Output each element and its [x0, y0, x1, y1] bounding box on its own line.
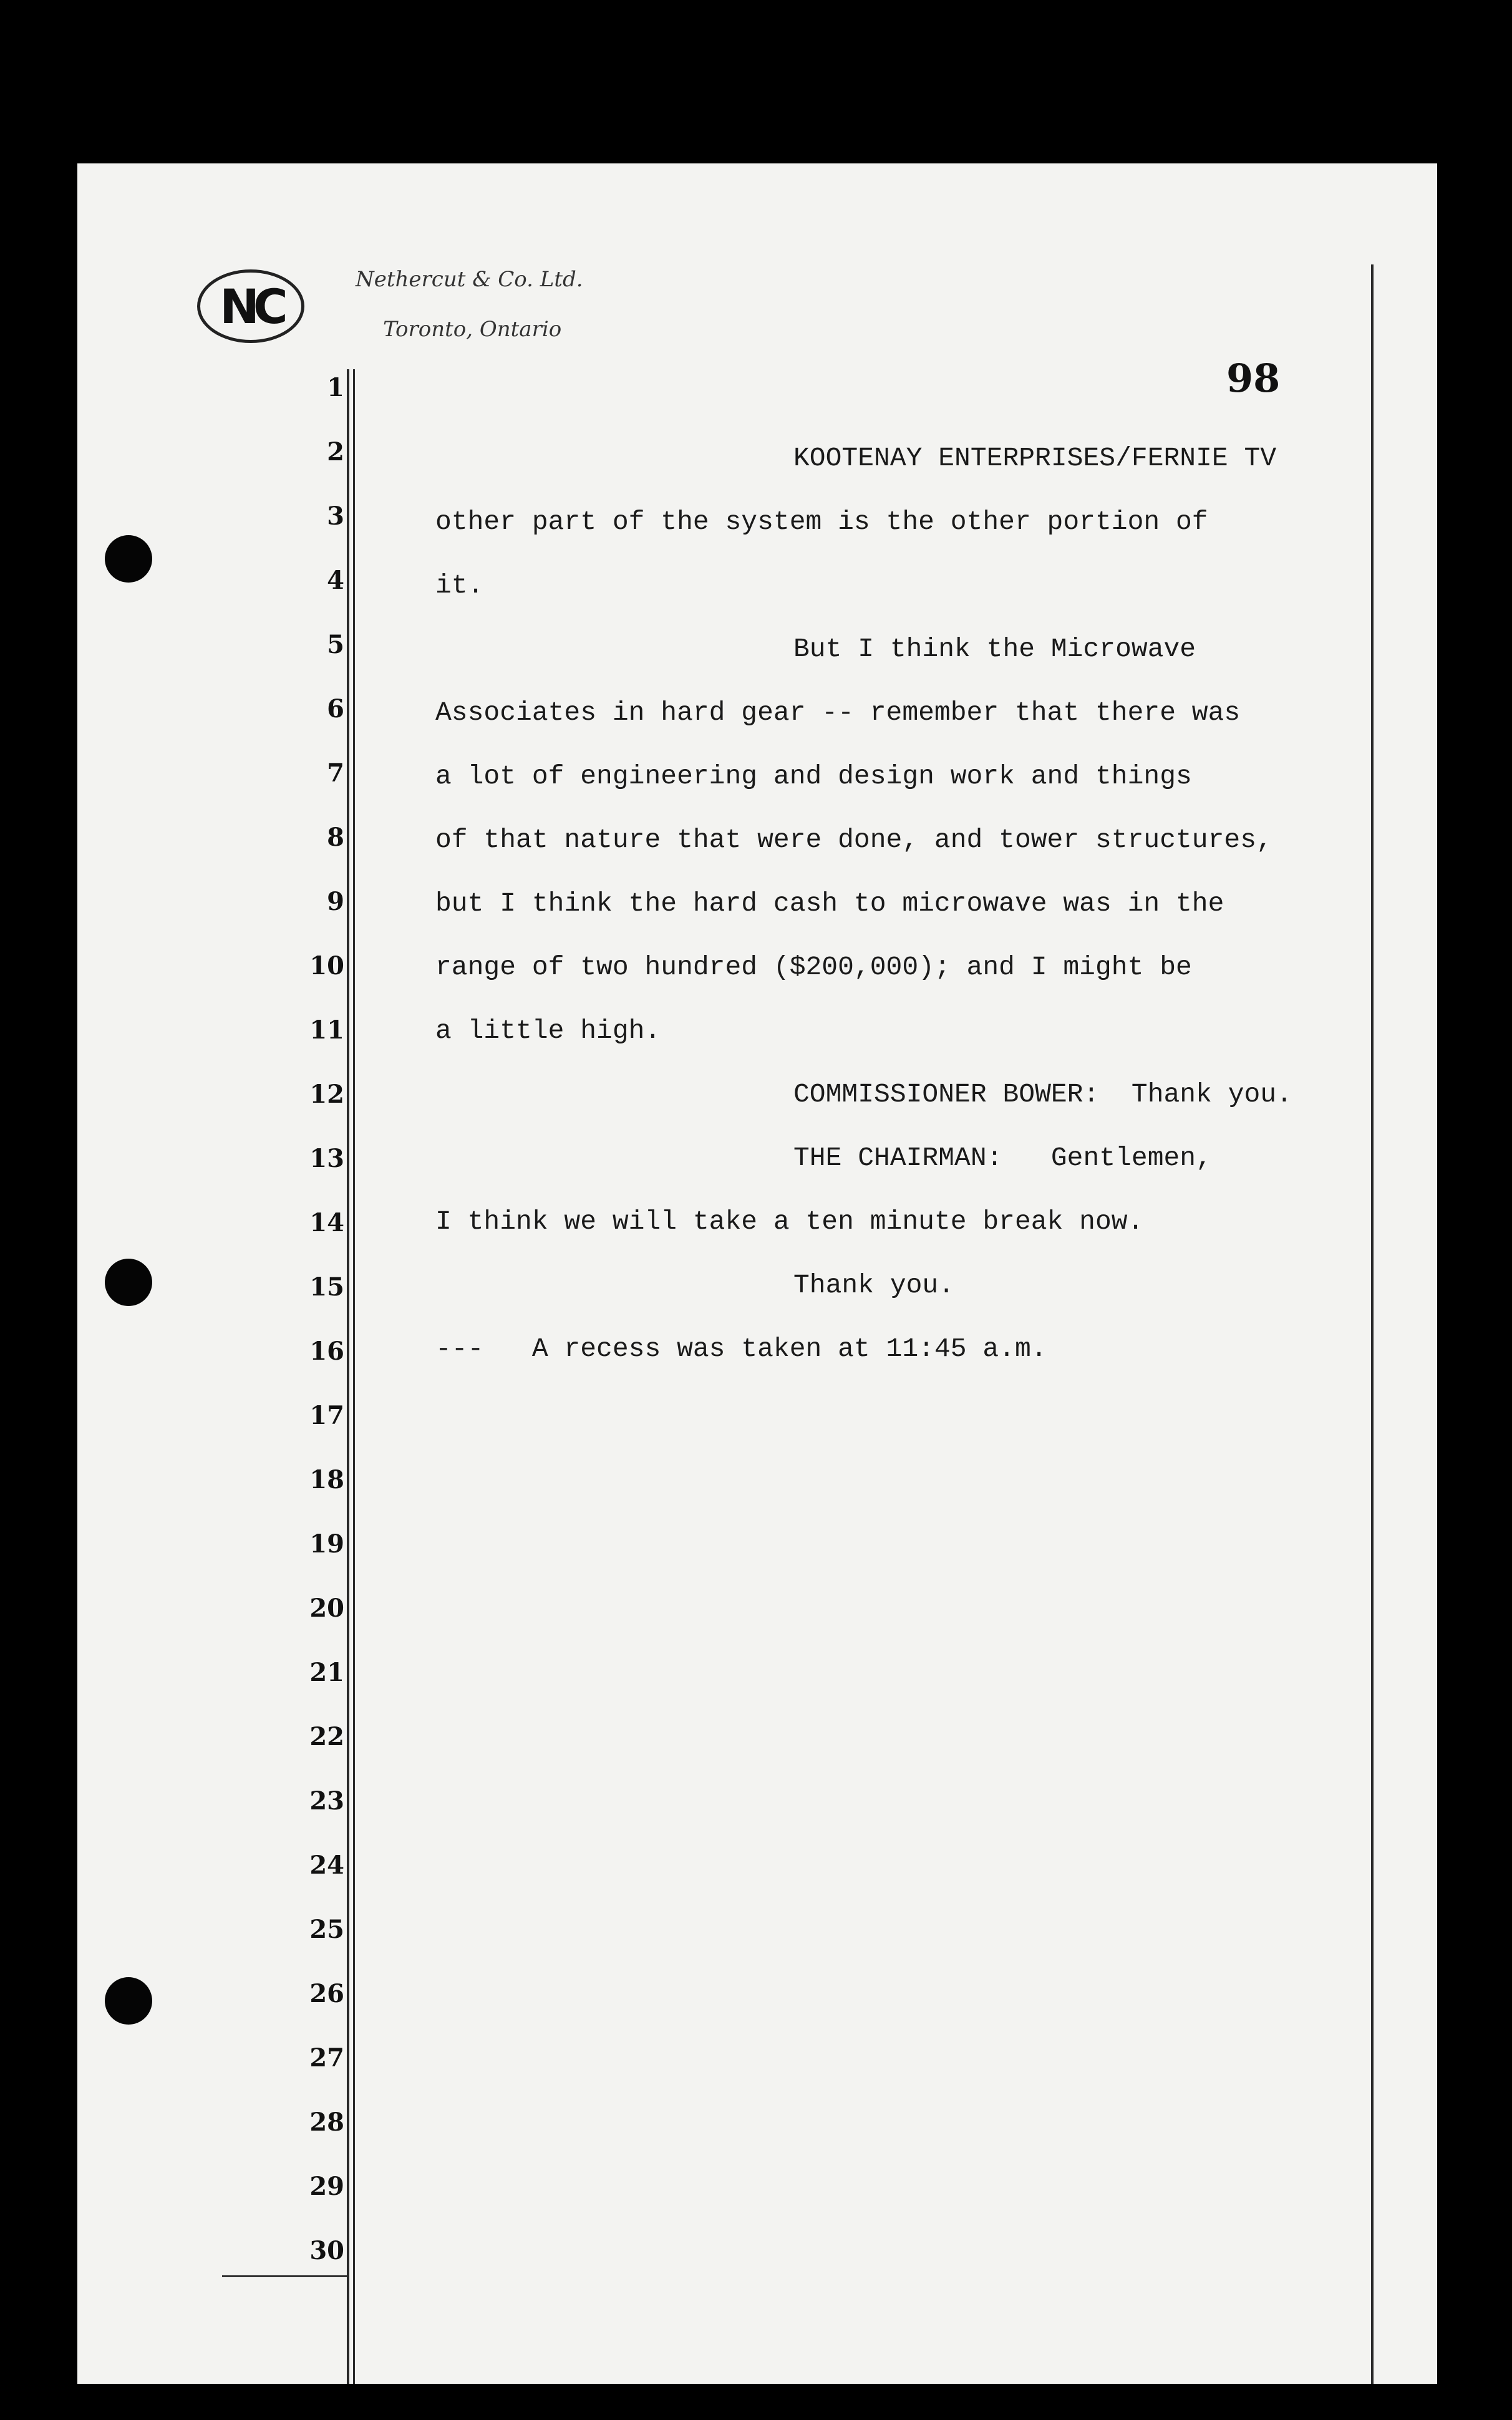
punch-hole-top [105, 535, 152, 583]
transcript-line: a lot of engineering and design work and things [435, 761, 1192, 791]
line-number: 22 [309, 1722, 344, 1751]
transcript-line: Thank you. [793, 1270, 955, 1300]
line-number: 2 [327, 437, 344, 467]
line-number: 15 [309, 1272, 344, 1302]
transcript-line: But I think the Microwave [793, 634, 1196, 664]
line-number: 30 [309, 2236, 344, 2265]
firm-location: Toronto, Ontario [383, 317, 562, 342]
transcript-line: of that nature that were done, and tower structures, [435, 825, 1272, 855]
line-number: 12 [309, 1080, 344, 1109]
line-number: 24 [309, 1851, 344, 1880]
left-margin-rule-inner [353, 369, 355, 2384]
firm-name: Nethercut & Co. Ltd. [356, 267, 583, 292]
line-number: 13 [309, 1144, 344, 1173]
line-number: 5 [327, 630, 344, 659]
line-number: 7 [327, 758, 344, 788]
page-number: 98 [1226, 356, 1281, 401]
left-margin-rule-outer [347, 369, 349, 2384]
punch-hole-middle [105, 1259, 152, 1306]
transcript-header: KOOTENAY ENTERPRISES/FERNIE TV [793, 443, 1277, 473]
line-number: 4 [327, 566, 344, 595]
line-number: 10 [309, 951, 344, 980]
transcript-line: it. [435, 570, 484, 601]
line-number: 3 [327, 501, 344, 531]
line-30-underline [222, 2275, 347, 2277]
speaker-line: THE CHAIRMAN: Gentlemen, [793, 1143, 1212, 1173]
transcript-line: I think we will take a ten minute break now. [435, 1206, 1144, 1237]
line-number: 28 [309, 2108, 344, 2137]
line-number: 20 [309, 1594, 344, 1623]
right-margin-rule [1371, 264, 1374, 2384]
transcript-line: other part of the system is the other portion of [435, 506, 1208, 537]
line-number: 14 [309, 1208, 344, 1237]
transcript-line: Associates in hard gear -- remember that there was [435, 697, 1241, 728]
line-number: 25 [309, 1915, 344, 1944]
line-number: 9 [327, 887, 344, 916]
line-number: 8 [327, 823, 344, 852]
line-number: 21 [309, 1658, 344, 1687]
line-number: 11 [309, 1015, 344, 1045]
firm-logo: NC [197, 269, 304, 343]
line-number: 27 [309, 2043, 344, 2073]
line-number: 16 [309, 1337, 344, 1366]
punch-hole-bottom [105, 1977, 152, 2025]
line-number: 29 [309, 2172, 344, 2201]
line-number: 23 [309, 1786, 344, 1816]
transcript-line: range of two hundred ($200,000); and I might be [435, 952, 1192, 982]
transcript-line: but I think the hard cash to microwave was in the [435, 888, 1224, 919]
line-number: 1 [327, 373, 344, 402]
line-number: 26 [309, 1979, 344, 2008]
recess-note: --- A recess was taken at 11:45 a.m. [435, 1333, 1047, 1364]
line-number: 18 [309, 1465, 344, 1494]
line-number: 17 [309, 1401, 344, 1430]
transcript-line: a little high. [435, 1015, 661, 1046]
line-number: 19 [309, 1529, 344, 1559]
line-number: 6 [327, 694, 344, 724]
speaker-line: COMMISSIONER BOWER: Thank you. [793, 1079, 1292, 1110]
